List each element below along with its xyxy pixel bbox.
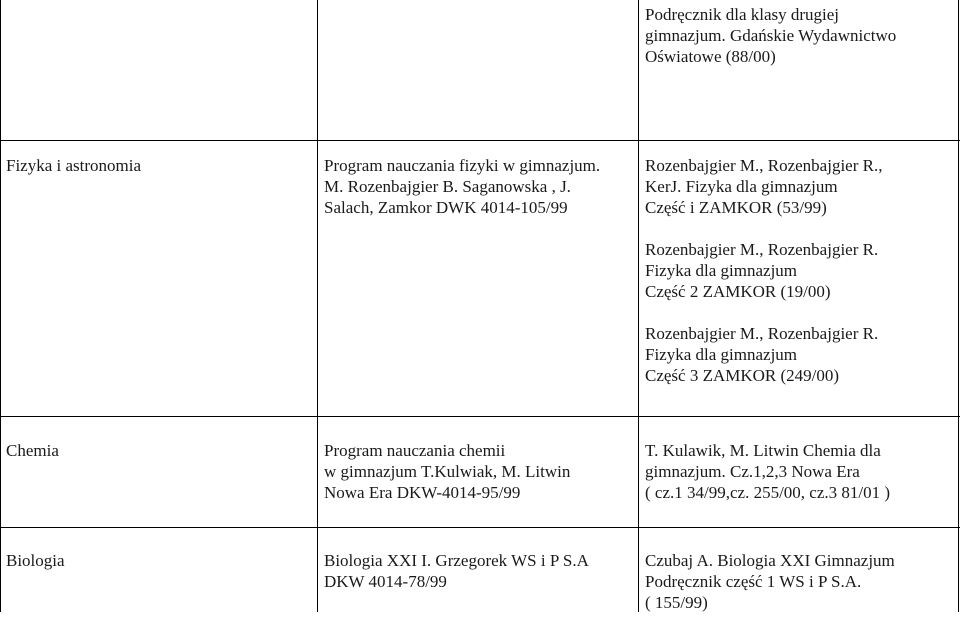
subject-cell [6,440,59,461]
text-line: Rozenbajgier M., Rozenbajgier R., [645,156,883,175]
text-line: Czubaj A. Biologia XXI Gimnazjum [645,551,895,570]
book-cell [645,550,895,613]
text-line: Biologia XXI I. Grzegorek WS i P S.A [324,551,589,570]
row-divider-2 [0,416,960,417]
text-line: Nowa Era DKW-4014-95/99 [324,483,521,502]
text-line: M. Rozenbajgier B. Saganowska , J. [324,177,571,196]
text-line: Część 2 ZAMKOR (19/00) [645,282,831,301]
text-line: KerJ. Fizyka dla gimnazjum [645,177,838,196]
text-line: Rozenbajgier M., Rozenbajgier R. [645,324,879,343]
program-cell [324,440,570,503]
row-divider-3 [0,527,960,528]
program-cell [324,155,600,218]
text-line: gimnazjum. Gdańskie Wydawnictwo [645,26,897,45]
text-line: Fizyka dla gimnazjum [645,345,798,364]
table-divider-col1 [317,0,318,612]
text-line: Fizyka dla gimnazjum [645,261,798,280]
text-line: ( cz.1 34/99,cz. 255/00, cz.3 81/01 ) [645,483,891,502]
text-line: Podręcznik dla klasy drugiej [645,5,840,24]
text-line: gimnazjum. Cz.1,2,3 Nowa Era [645,462,860,481]
program-cell [324,550,589,592]
subject-name: Fizyka i astronomia [6,156,142,175]
book-cell [645,155,882,386]
text-line: ( 155/99) [645,593,708,612]
book-cell [645,440,890,503]
text-line: T. Kulawik, M. Litwin Chemia dla [645,441,881,460]
text-line: Część 3 ZAMKOR (249/00) [645,366,840,385]
table-border-left [0,0,1,612]
text-line: Salach, Zamkor DWK 4014-105/99 [324,198,568,217]
table-divider-col2 [638,0,639,612]
subject-cell [6,550,65,571]
text-line: Program nauczania chemii [324,441,506,460]
text-line: Oświatowe (88/00) [645,47,776,66]
text-line: Podręcznik część 1 WS i P S.A. [645,572,862,591]
subject-name: Chemia [6,441,59,460]
row-divider-1 [0,140,960,141]
text-line: w gimnazjum T.Kulwiak, M. Litwin [324,462,571,481]
text-line: Rozenbajgier M., Rozenbajgier R. [645,240,879,259]
text-line: Program nauczania fizyki w gimnazjum. [324,156,601,175]
top-row-book-cell [645,4,896,67]
text-line: DKW 4014-78/99 [324,572,447,591]
subject-cell [6,155,141,176]
table-border-right [958,0,959,612]
text-line: Część i ZAMKOR (53/99) [645,198,827,217]
subject-name: Biologia [6,551,65,570]
